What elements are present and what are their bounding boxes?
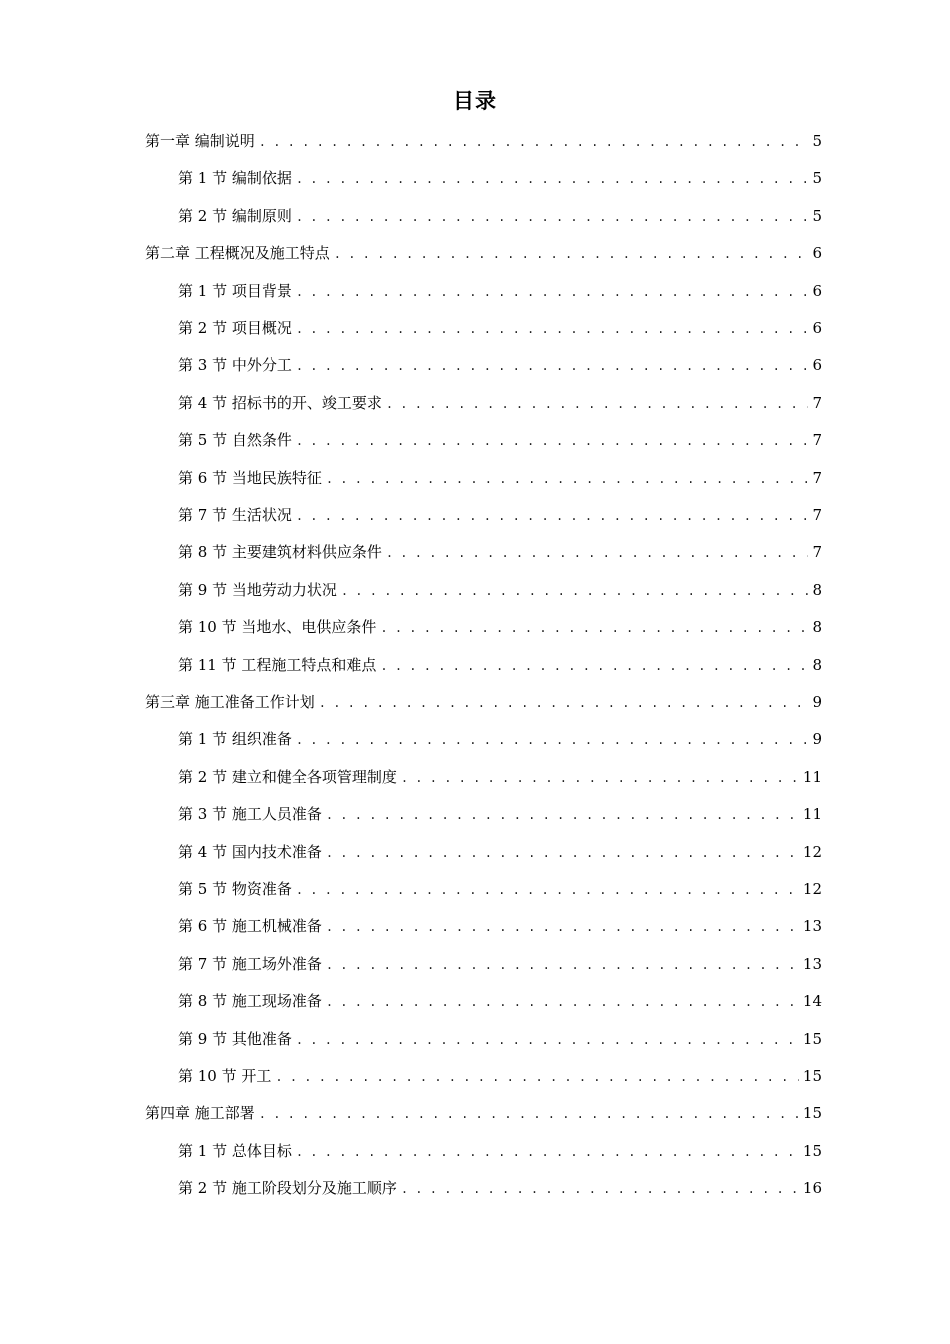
toc-dot-leader bbox=[296, 314, 808, 344]
toc-entry-label: 第 11 节 工程施工特点和难点 bbox=[178, 655, 377, 674]
toc-entry-label: 第 10 节 当地水、电供应条件 bbox=[178, 618, 377, 637]
toc-entry-label: 第 1 节 编制依据 bbox=[178, 169, 292, 188]
toc-entry-label: 第 1 节 总体目标 bbox=[178, 1141, 292, 1160]
toc-entry-label: 第 6 节 施工机械准备 bbox=[178, 917, 322, 936]
toc-entry-label: 第 9 节 其他准备 bbox=[178, 1029, 292, 1048]
toc-entry-label: 第 2 节 编制原则 bbox=[178, 206, 292, 225]
toc-page-number: 7 bbox=[812, 393, 822, 412]
toc-section-entry[interactable] bbox=[178, 986, 822, 1016]
toc-section-entry[interactable] bbox=[178, 837, 822, 867]
toc-dot-leader bbox=[380, 651, 808, 681]
toc-dot-leader bbox=[275, 1062, 799, 1092]
toc-page-number: 8 bbox=[812, 618, 822, 637]
toc-dot-leader bbox=[296, 202, 808, 232]
toc-entry-label: 第 10 节 开工 bbox=[178, 1067, 272, 1085]
toc-section-entry[interactable] bbox=[178, 500, 822, 530]
toc-dot-leader bbox=[259, 127, 808, 157]
toc-entry-label: 第 2 节 项目概况 bbox=[178, 319, 292, 337]
toc-dot-leader bbox=[326, 950, 799, 980]
toc-page-number: 7 bbox=[812, 468, 822, 487]
toc-chapter-entry[interactable] bbox=[145, 126, 822, 156]
toc-page-number: 13 bbox=[802, 954, 822, 973]
toc-dot-leader bbox=[296, 351, 808, 381]
toc-chapter-entry[interactable] bbox=[145, 238, 822, 268]
toc-entry-label: 第三章 施工准备工作计划 bbox=[145, 693, 315, 711]
toc-entry-label: 第 7 节 生活状况 bbox=[178, 506, 292, 524]
toc-page-number: 9 bbox=[812, 693, 822, 711]
toc-section-entry[interactable] bbox=[178, 350, 822, 380]
toc-section-entry[interactable] bbox=[178, 612, 822, 642]
toc-dot-leader bbox=[296, 501, 808, 531]
toc-entry-label: 第 4 节 国内技术准备 bbox=[178, 842, 322, 861]
toc-section-entry[interactable] bbox=[178, 388, 822, 418]
toc-page-number: 7 bbox=[812, 506, 822, 524]
toc-dot-leader bbox=[296, 725, 808, 755]
toc-entry-label: 第 4 节 招标书的开、竣工要求 bbox=[178, 393, 382, 412]
toc-entry-label: 第二章 工程概况及施工特点 bbox=[145, 244, 330, 263]
toc-page-number: 5 bbox=[812, 169, 822, 188]
toc-section-entry[interactable] bbox=[178, 463, 822, 493]
toc-dot-leader bbox=[326, 987, 799, 1017]
toc-page-number: 9 bbox=[812, 730, 822, 749]
toc-page-number: 6 bbox=[812, 356, 822, 375]
toc-section-entry[interactable] bbox=[178, 949, 822, 979]
toc-page-number: 6 bbox=[812, 319, 822, 337]
toc-page-number: 16 bbox=[802, 1179, 822, 1198]
toc-page-number: 15 bbox=[802, 1104, 822, 1123]
page-title: 目录 bbox=[453, 89, 497, 113]
toc-dot-leader bbox=[296, 164, 808, 194]
toc-page-number: 5 bbox=[812, 206, 822, 225]
toc-entry-label: 第 5 节 自然条件 bbox=[178, 431, 292, 450]
toc-section-entry[interactable] bbox=[178, 762, 822, 792]
toc-page-number: 13 bbox=[802, 917, 822, 936]
toc-section-entry[interactable] bbox=[178, 276, 822, 306]
toc-page-number: 7 bbox=[812, 543, 822, 562]
toc-entry-label: 第 6 节 当地民族特征 bbox=[178, 468, 322, 487]
toc-section-entry[interactable] bbox=[178, 1024, 822, 1054]
toc-section-entry[interactable] bbox=[178, 537, 822, 567]
toc-dot-leader bbox=[326, 838, 799, 868]
toc-dot-leader bbox=[296, 277, 808, 307]
toc-dot-leader bbox=[401, 763, 799, 793]
toc-page-number: 11 bbox=[802, 805, 822, 824]
toc-section-entry[interactable] bbox=[178, 201, 822, 231]
toc-section-entry[interactable] bbox=[178, 799, 822, 829]
toc-page-number: 15 bbox=[802, 1067, 822, 1085]
toc-section-entry[interactable] bbox=[178, 724, 822, 754]
toc-entry-label: 第 5 节 物资准备 bbox=[178, 880, 292, 898]
toc-entry-label: 第 8 节 主要建筑材料供应条件 bbox=[178, 543, 382, 562]
toc-dot-leader bbox=[326, 464, 808, 494]
toc-dot-leader bbox=[401, 1174, 799, 1204]
toc-entry-label: 第 2 节 建立和健全各项管理制度 bbox=[178, 767, 397, 786]
toc-entry-label: 第 1 节 项目背景 bbox=[178, 281, 292, 300]
toc-entry-label: 第 8 节 施工现场准备 bbox=[178, 992, 322, 1011]
toc-dot-leader bbox=[326, 800, 799, 830]
toc-section-entry[interactable] bbox=[178, 575, 822, 605]
toc-dot-leader bbox=[296, 426, 808, 456]
toc-page-number: 5 bbox=[812, 132, 822, 150]
toc-entry-label: 第 2 节 施工阶段划分及施工顺序 bbox=[178, 1179, 397, 1198]
toc-dot-leader bbox=[334, 239, 808, 269]
toc-dot-leader bbox=[380, 613, 808, 643]
toc-dot-leader bbox=[341, 576, 808, 606]
toc-dot-leader bbox=[319, 688, 808, 718]
toc-page-number: 15 bbox=[802, 1029, 822, 1048]
toc-entry-label: 第 3 节 施工人员准备 bbox=[178, 805, 322, 824]
toc-page-number: 11 bbox=[802, 767, 822, 786]
toc-page-number: 8 bbox=[812, 655, 822, 674]
toc-section-entry[interactable] bbox=[178, 163, 822, 193]
toc-dot-leader bbox=[386, 538, 808, 568]
toc-dot-leader bbox=[296, 875, 799, 905]
toc-dot-leader bbox=[259, 1099, 799, 1129]
toc-page-number: 6 bbox=[812, 244, 822, 263]
toc-section-entry[interactable] bbox=[178, 1173, 822, 1203]
toc-page-number: 12 bbox=[802, 842, 822, 861]
toc-entry-label: 第四章 施工部署 bbox=[145, 1104, 255, 1123]
toc-page-number: 8 bbox=[812, 580, 822, 599]
toc-dot-leader bbox=[386, 389, 808, 419]
toc-entry-label: 第 3 节 中外分工 bbox=[178, 356, 292, 375]
toc-section-entry[interactable] bbox=[178, 650, 822, 680]
toc-entry-label: 第一章 编制说明 bbox=[145, 132, 255, 150]
toc-section-entry[interactable] bbox=[178, 874, 822, 904]
toc-section-entry[interactable] bbox=[178, 425, 822, 455]
toc-entry-label: 第 7 节 施工场外准备 bbox=[178, 954, 322, 973]
toc-dot-leader bbox=[296, 1137, 799, 1167]
toc-entry-label: 第 1 节 组织准备 bbox=[178, 730, 292, 749]
toc-entry-label: 第 9 节 当地劳动力状况 bbox=[178, 580, 337, 599]
toc-section-entry[interactable] bbox=[178, 1136, 822, 1166]
toc-page-number: 6 bbox=[812, 281, 822, 300]
toc-section-entry[interactable] bbox=[178, 1061, 822, 1091]
toc-page-number: 7 bbox=[812, 431, 822, 450]
toc-dot-leader bbox=[296, 1025, 799, 1055]
toc-section-entry[interactable] bbox=[178, 313, 822, 343]
toc-chapter-entry[interactable] bbox=[145, 1098, 822, 1128]
toc-page-number: 12 bbox=[802, 880, 822, 898]
toc-dot-leader bbox=[326, 912, 799, 942]
toc-page-number: 14 bbox=[802, 992, 822, 1011]
toc-section-entry[interactable] bbox=[178, 911, 822, 941]
toc-chapter-entry[interactable] bbox=[145, 687, 822, 717]
toc-page-number: 15 bbox=[802, 1141, 822, 1160]
